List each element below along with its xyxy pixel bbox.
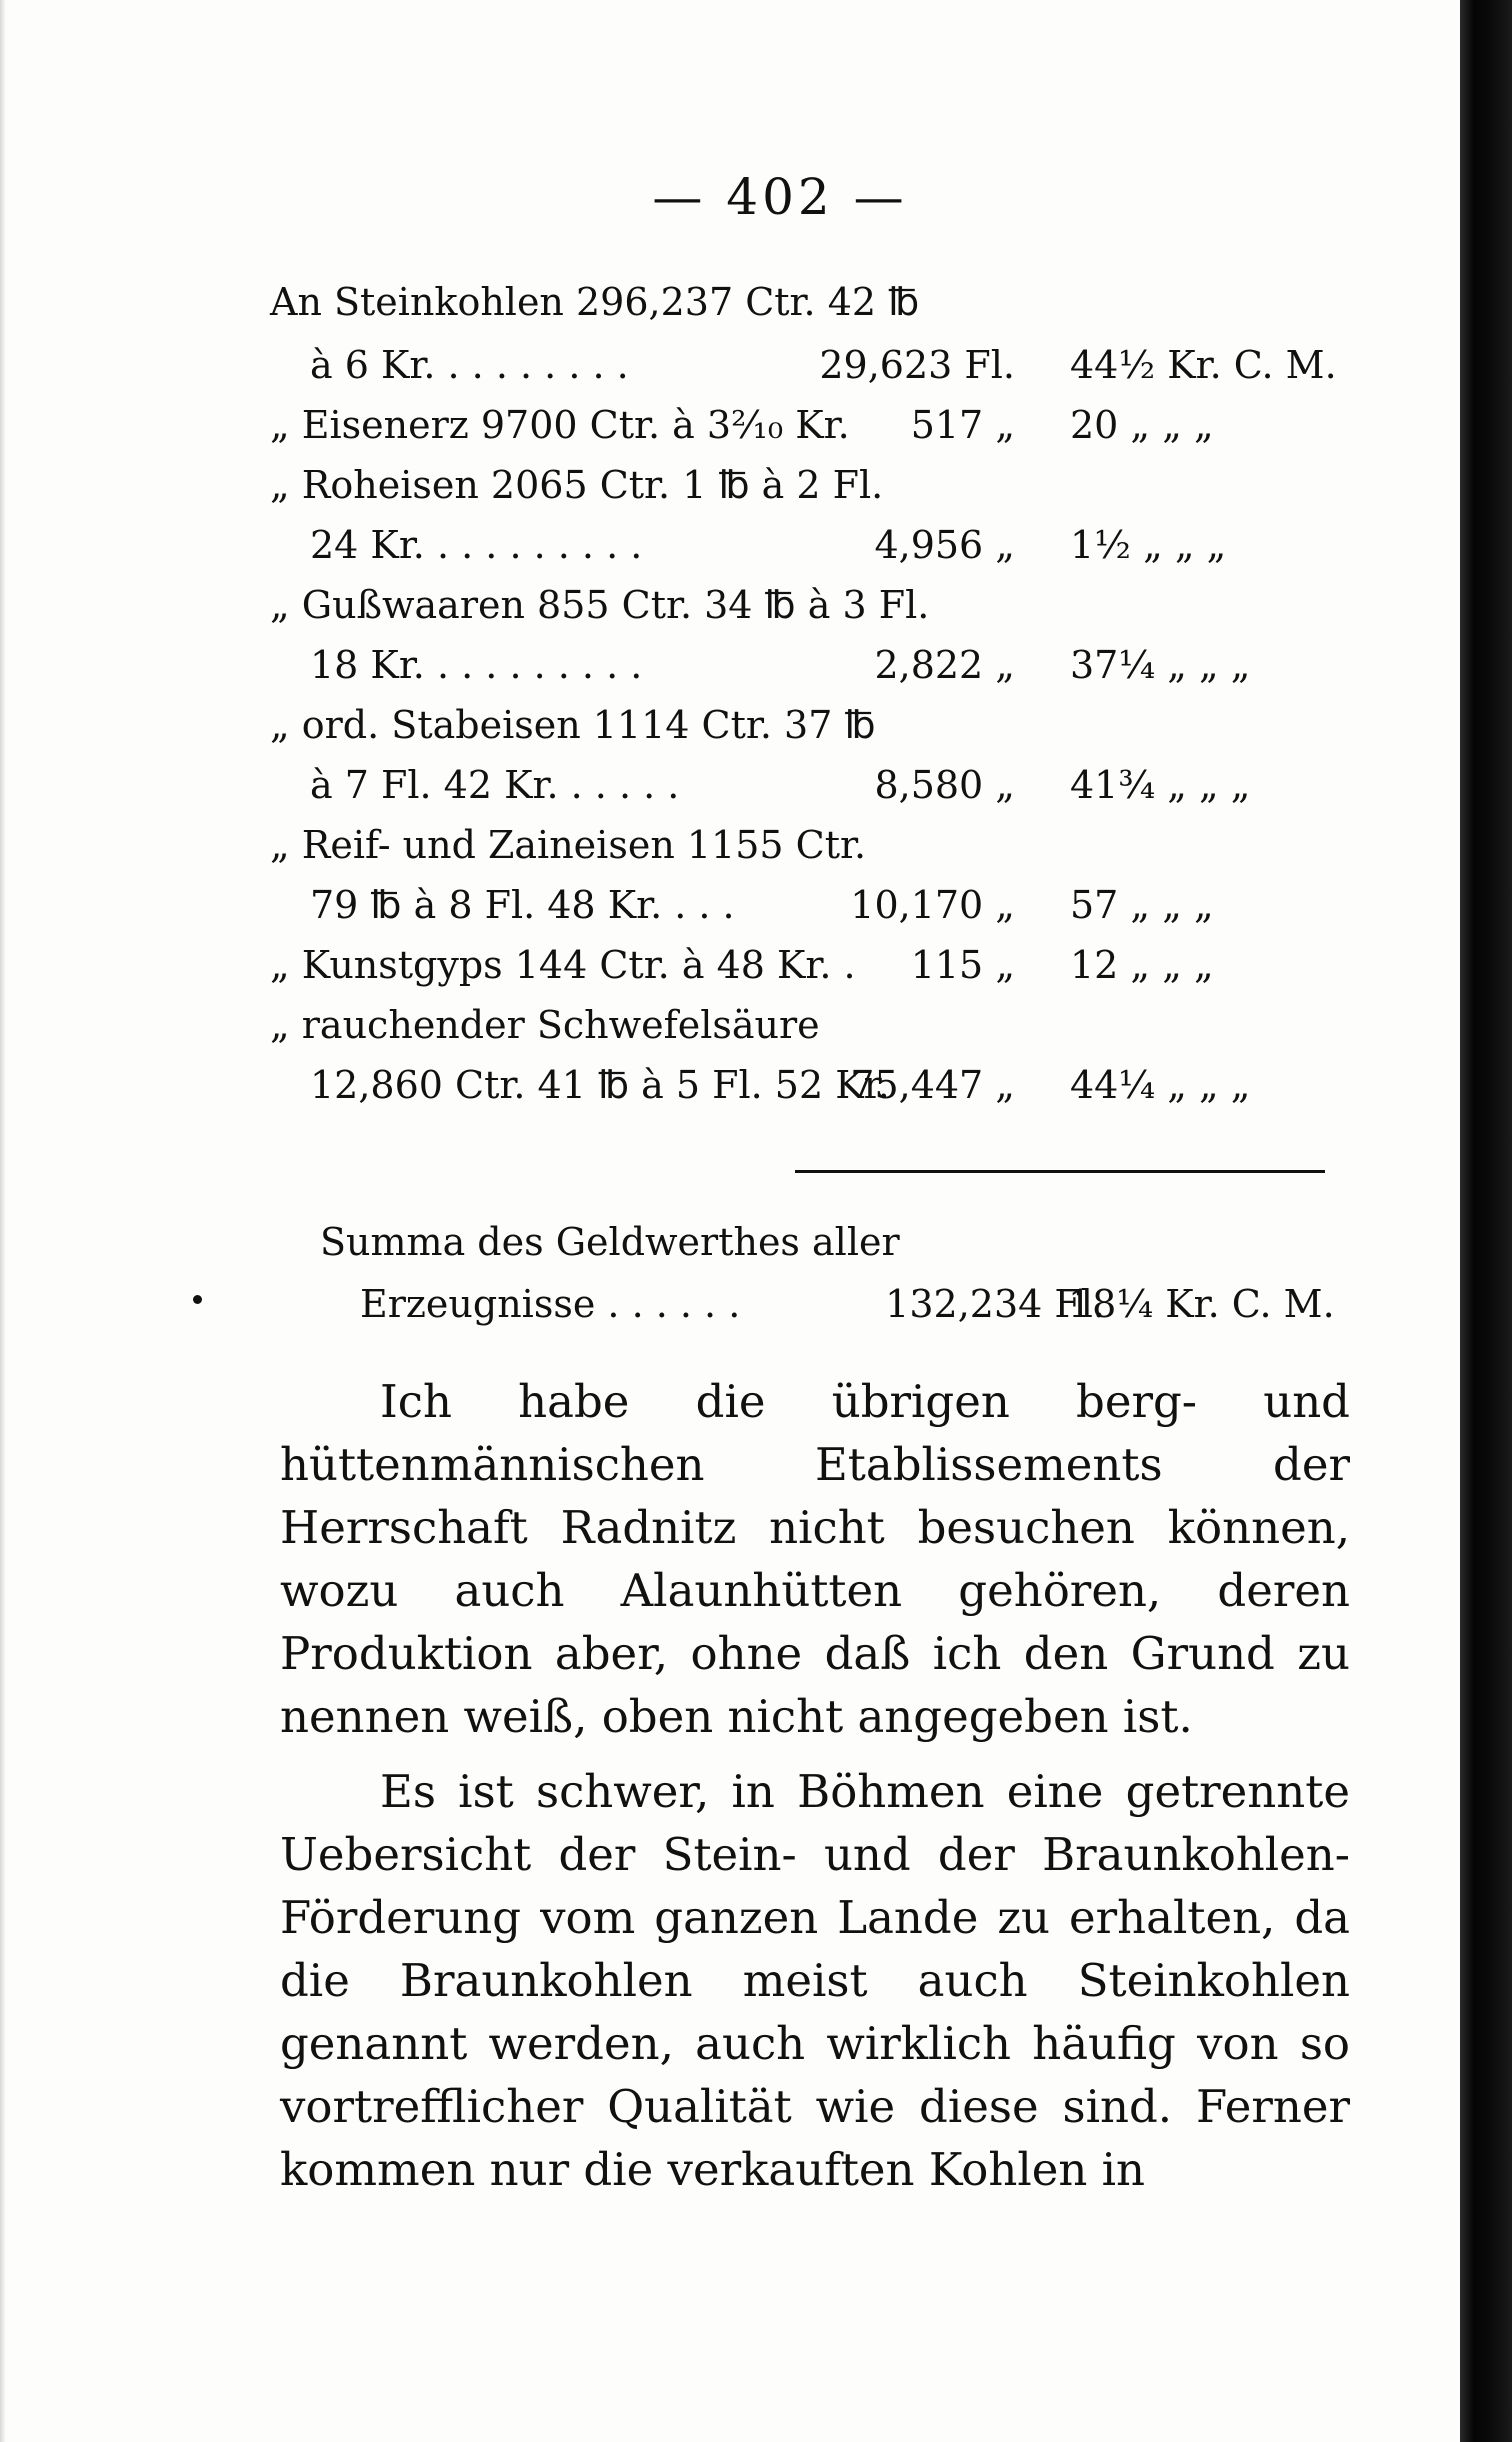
ledger-unit: 37¼ „ „ „: [1070, 643, 1251, 687]
ledger-item: „ rauchender Schwefelsäure: [270, 1003, 820, 1047]
ledger-amount: 8,580 „: [874, 763, 1015, 807]
ledger-amount: 29,623 Fl.: [819, 343, 1015, 387]
summary-total-row: [320, 1282, 1340, 1344]
ledger-item: „ Gußwaaren 855 Ctr. 34 ℔ à 3 Fl.: [270, 583, 930, 627]
book-binding-edge: [1460, 0, 1512, 2442]
ledger-row: [270, 583, 1330, 643]
summary-label-cont: Erzeugnisse . . . . . .: [360, 1282, 741, 1326]
ledger-row: [270, 703, 1330, 763]
summary-unit: 18¼ Kr. C. M.: [1068, 1282, 1335, 1326]
paragraph: Ich habe die übrigen berg- und hüttenmännischen Etablissements der Herrschaft Radnitz nicht besuchen können, wozu auch Alaunhütten gehören, deren Produktion aber, ohne daß ich den Grund zu nennen weiß, oben nicht angegeben ist.: [280, 1375, 1350, 1743]
ledger-item: à 7 Fl. 42 Kr. . . . . .: [310, 763, 680, 807]
total-summary: [320, 1220, 1340, 1344]
ledger-amount: 75,447 „: [850, 1063, 1015, 1107]
ledger-item: „ Reif- und Zaineisen 1155 Ctr.: [270, 823, 867, 867]
ledger-row: [270, 343, 1337, 403]
ledger-amount: 10,170 „: [850, 883, 1015, 927]
ledger-item: An Steinkohlen 296,237 Ctr. 42 ℔: [270, 280, 920, 324]
ledger-row: [270, 403, 1330, 463]
ledger-item: 24 Kr. . . . . . . . . .: [310, 523, 643, 567]
ledger-amount: 2,822 „: [874, 643, 1015, 687]
ledger-row: [270, 1063, 1330, 1123]
ledger-item: „ Roheisen 2065 Ctr. 1 ℔ à 2 Fl.: [270, 463, 884, 507]
ledger-unit: 20 „ „ „: [1070, 403, 1214, 447]
ledger-unit: 57 „ „ „: [1070, 883, 1214, 927]
ledger-row: [270, 763, 1330, 823]
ledger-amount: 517 „: [910, 403, 1015, 447]
ledger-row: [270, 823, 1330, 883]
ink-speck: [193, 1295, 202, 1304]
ledger-item: „ Kunstgyps 144 Ctr. à 48 Kr. .: [270, 943, 856, 987]
production-ledger: [270, 280, 1337, 1123]
ledger-item: „ Eisenerz 9700 Ctr. à 3²⁄₁₀ Kr.: [270, 403, 850, 447]
page-number: — 402 —: [652, 168, 908, 226]
ledger-item: 12,860 Ctr. 41 ℔ à 5 Fl. 52 Kr.: [310, 1063, 890, 1107]
ledger-unit: 41¾ „ „ „: [1070, 763, 1251, 807]
summary-amount: 132,234 Fl.: [885, 1282, 1105, 1326]
summary-label: Summa des Geldwerthes aller: [320, 1220, 900, 1264]
ledger-unit: 1½ „ „ „: [1070, 523, 1227, 567]
ledger-item: 79 ℔ à 8 Fl. 48 Kr. . . .: [310, 883, 735, 927]
sum-divider-rule: [795, 1170, 1325, 1173]
page-left-shadow: [0, 0, 6, 2442]
ledger-unit: 44½ Kr. C. M.: [1070, 343, 1337, 387]
paragraph: Es ist schwer, in Böhmen eine getrennte Uebersicht der Stein- und der Braunkohlen-Förderung vom ganzen Lande zu erhalten, da die Braunkohlen meist auch Steinkohlen genannt werden, auch wirklich häufig von so vortrefflicher Qualität wie diese sind. Ferner kommen nur die verkauften Kohlen in: [280, 1765, 1350, 2196]
ledger-row: [270, 463, 1330, 523]
ledger-item: 18 Kr. . . . . . . . . .: [310, 643, 643, 687]
ledger-row: [270, 523, 1330, 583]
ledger-amount: 115 „: [910, 943, 1015, 987]
ledger-item: à 6 Kr. . . . . . . . .: [310, 343, 629, 387]
ledger-amount: 4,956 „: [874, 523, 1015, 567]
ledger-row: [270, 643, 1330, 703]
body-text: [280, 1370, 1350, 2213]
ledger-row: [270, 1003, 1330, 1063]
ledger-row: [270, 943, 1330, 1003]
summary-label-row: [320, 1220, 1340, 1282]
ledger-row: [270, 280, 1330, 343]
ledger-row: [270, 883, 1330, 943]
ledger-unit: 44¼ „ „ „: [1070, 1063, 1251, 1107]
ledger-item: „ ord. Stabeisen 1114 Ctr. 37 ℔: [270, 703, 876, 747]
ledger-unit: 12 „ „ „: [1070, 943, 1214, 987]
